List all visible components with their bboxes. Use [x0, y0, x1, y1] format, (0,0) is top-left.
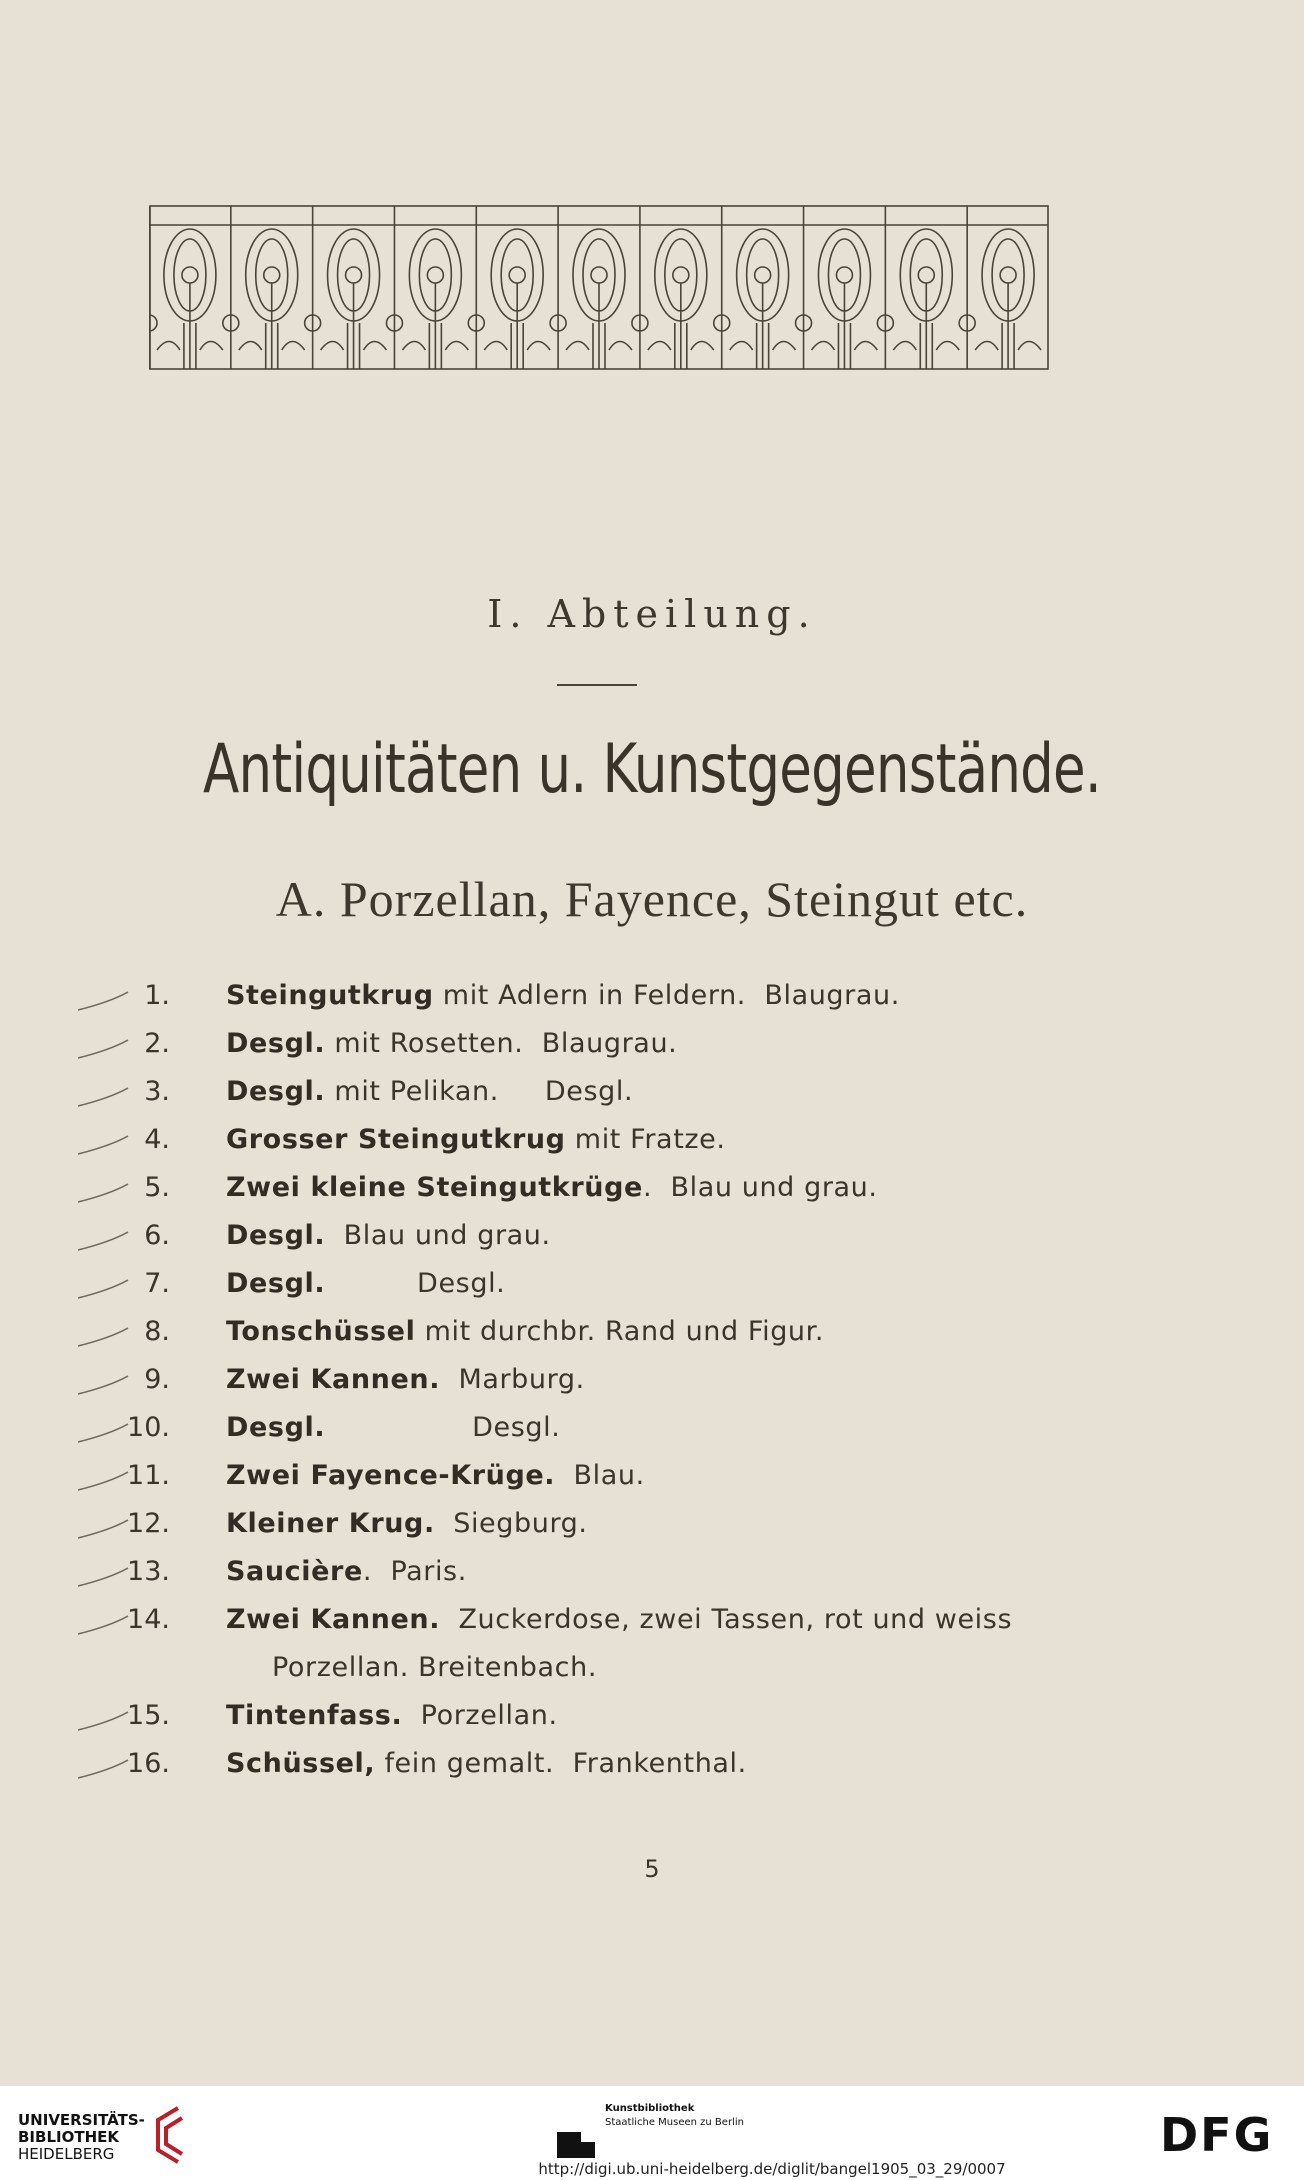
- list-item: [130, 1164, 1090, 1212]
- item-number: 10.: [127, 1412, 170, 1443]
- item-details: mit Rosetten. Blaugrau.: [325, 1028, 678, 1059]
- item-description: [226, 1260, 505, 1308]
- item-details: Desgl.: [325, 1268, 506, 1299]
- category-subtitle: A. Porzellan, Fayence, Steingut etc.: [275, 871, 1029, 927]
- item-number: 12.: [127, 1508, 170, 1539]
- item-number: 4.: [144, 1124, 170, 1155]
- item-title: Steingutkrug: [226, 980, 434, 1011]
- list-item: [130, 972, 1090, 1020]
- list-item: [130, 1308, 1090, 1356]
- item-description: [226, 1404, 560, 1452]
- item-title: Saucière: [226, 1556, 363, 1587]
- catalog-list: [127, 972, 1090, 1788]
- item-title: Tonschüssel: [226, 1316, 416, 1347]
- item-title: Desgl.: [226, 1028, 326, 1059]
- item-details: mit Adlern in Feldern. Blaugrau.: [433, 980, 900, 1011]
- item-description: [226, 972, 900, 1020]
- library-name-line2: BIBLIOTHEK: [18, 2128, 119, 2146]
- item-description: [226, 1020, 677, 1068]
- item-details: Siegburg.: [434, 1508, 588, 1539]
- item-number: 16.: [127, 1748, 170, 1779]
- list-item: [127, 1548, 1090, 1596]
- item-description: [226, 1164, 878, 1212]
- item-description: [226, 1692, 558, 1740]
- item-title: Tintenfass.: [226, 1700, 403, 1731]
- dfg-logo: DFG: [1160, 2108, 1274, 2162]
- item-details: Marburg.: [440, 1364, 585, 1395]
- kunstbibliothek-credit: [555, 2102, 744, 2130]
- item-number: 14.: [127, 1604, 170, 1635]
- item-details: Porzellan.: [402, 1700, 558, 1731]
- item-number: 6.: [144, 1220, 170, 1251]
- list-item: [127, 1692, 1090, 1740]
- section-heading: I. Abteilung.: [487, 592, 817, 636]
- item-description: [226, 1548, 467, 1596]
- divider-rule: [557, 684, 637, 686]
- item-description: [226, 1596, 1012, 1644]
- item-continuation: Porzellan. Breitenbach.: [272, 1652, 598, 1683]
- list-item: [130, 1068, 1090, 1116]
- item-number: 15.: [127, 1700, 170, 1731]
- list-item: [127, 1500, 1090, 1548]
- item-number: 13.: [127, 1556, 170, 1587]
- item-details: mit Fratze.: [565, 1124, 726, 1155]
- item-details: Blau.: [555, 1460, 645, 1491]
- item-description: [226, 1212, 551, 1260]
- item-description: [226, 1356, 585, 1404]
- item-number: 2.: [144, 1028, 170, 1059]
- item-number: 9.: [144, 1364, 170, 1395]
- item-title: Schüssel,: [226, 1748, 376, 1779]
- item-title: Zwei Kannen.: [226, 1604, 441, 1635]
- library-emblem-icon: [148, 2104, 184, 2166]
- permalink-url[interactable]: http://digi.ub.uni-heidelberg.de/diglit/bangel1905_03_29/0007: [538, 2160, 1006, 2178]
- decorative-ornament-border: [149, 205, 1049, 370]
- item-details: Blau und grau.: [325, 1220, 551, 1251]
- item-details: mit Pelikan. Desgl.: [325, 1076, 634, 1107]
- list-item: [130, 1260, 1090, 1308]
- item-title: Desgl.: [226, 1268, 326, 1299]
- list-item: [127, 1452, 1090, 1500]
- item-title: Kleiner Krug.: [226, 1508, 435, 1539]
- item-description: [226, 1740, 747, 1788]
- item-number: 8.: [144, 1316, 170, 1347]
- item-number: 1.: [144, 980, 170, 1011]
- list-item: [127, 1596, 1090, 1692]
- kunstbibliothek-name: Kunstbibliothek: [605, 2103, 695, 2114]
- item-number: 11.: [127, 1460, 170, 1491]
- item-details: mit durchbr. Rand und Figur.: [415, 1316, 825, 1347]
- item-title: Zwei Kannen.: [226, 1364, 441, 1395]
- list-item: [127, 1404, 1090, 1452]
- kunstbibliothek-logo-icon: [555, 2130, 597, 2160]
- digitization-footer: [0, 2086, 1304, 2180]
- list-item: [130, 1356, 1090, 1404]
- item-description: [226, 1452, 645, 1500]
- item-number: 5.: [144, 1172, 170, 1203]
- list-item: [130, 1212, 1090, 1260]
- library-name-line1: UNIVERSITÄTS-: [18, 2111, 145, 2129]
- university-library-logo: [18, 2112, 145, 2163]
- item-details: fein gemalt. Frankenthal.: [375, 1748, 747, 1779]
- kunstbibliothek-subtitle: Staatliche Museen zu Berlin: [605, 2117, 744, 2128]
- item-description: [226, 1116, 726, 1164]
- list-item: [130, 1020, 1090, 1068]
- item-details: Desgl.: [325, 1412, 561, 1443]
- item-description: [226, 1308, 824, 1356]
- item-title: Grosser Steingutkrug: [226, 1124, 566, 1155]
- item-title: Zwei Fayence-Krüge.: [226, 1460, 556, 1491]
- item-number: 3.: [144, 1076, 170, 1107]
- library-name-line3: HEIDELBERG: [18, 2145, 115, 2163]
- item-details: . Blau und grau.: [642, 1172, 878, 1203]
- item-title: Desgl.: [226, 1220, 326, 1251]
- item-title: Desgl.: [226, 1412, 326, 1443]
- item-title: Desgl.: [226, 1076, 326, 1107]
- list-item: [127, 1740, 1090, 1788]
- item-number: 7.: [144, 1268, 170, 1299]
- page-title: Antiquitäten u. Kunstgegenstände.: [203, 730, 1101, 809]
- item-details: Zuckerdose, zwei Tassen, rot und weiss: [440, 1604, 1013, 1635]
- list-item: [130, 1116, 1090, 1164]
- page-number: 5: [644, 1855, 660, 1883]
- item-details: . Paris.: [362, 1556, 467, 1587]
- item-title: Zwei kleine Steingutkrüge: [226, 1172, 643, 1203]
- item-description: [226, 1068, 633, 1116]
- item-description: [226, 1500, 588, 1548]
